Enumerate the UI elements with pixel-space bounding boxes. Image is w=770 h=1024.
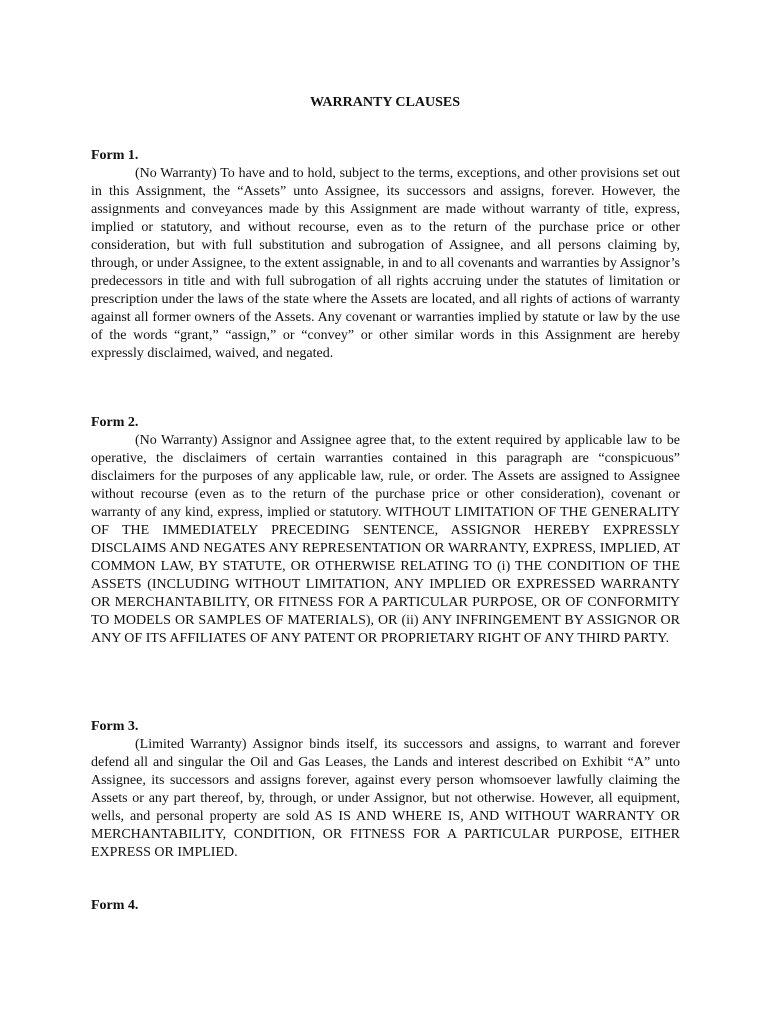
- form-1-clause-text: (No Warranty) To have and to hold, subject to the terms, exceptions, and other provisions set out in this Assignment, the “Assets” unto Assignee, its successors and assigns, forever. However, the assignments and conveyances made by this Assignment are made without warranty of title, express, implied or statutory, and without recourse, even as to the return of the purchase price or other consideration, but with full substitution and subrogation of Assignee, and all persons claiming by, through, or under Assignee, to the extent assignable, in and to all covenants and warranties by Assignor’s predecessors in title and with full subrogation of all rights accruing under the statutes of limitation or prescription under the laws of the state where the Assets are located, and all rights of actions of warranty against all former owners of the Assets. Any covenant or warranties implied by statute or law by the use of the words “grant,” “assign,” or “convey” or other similar words in this Assignment are hereby expressly disclaimed, waived, and negated.: [91, 166, 680, 361]
- form-2-clause-text: (No Warranty) Assignor and Assignee agree that, to the extent required by applicable law to be operative, the disclaimers of certain warranties contained in this paragraph are “conspicuous” disclaimers for the purposes of any applicable law, rule, or order. The Assets are assigned to Assignee without recourse (even as to the return of the purchase price or other consideration), covenant or warranty of any kind, express, implied or statutory. WITHOUT LIMITATION OF THE GENERALITY OF THE IMMEDIATELY PRECEDING SENTENCE, ASSIGNOR HEREBY EXPRESSLY DISCLAIMS AND NEGATES ANY REPRESENTATION OR WARRANTY, EXPRESS, IMPLIED, AT COMMON LAW, BY STATUTE, OR OTHERWISE RELATING TO (i) THE CONDITION OF THE ASSETS (INCLUDING WITHOUT LIMITATION, ANY IMPLIED OR EXPRESSED WARRANTY OR MERCHANTABILITY, OR FITNESS FOR A PARTICULAR PURPOSE, OR OF CONFORMITY TO MODELS OR SAMPLES OF MATERIALS), OR (ii) ANY INFRINGEMENT BY ASSIGNOR OR ANY OF ITS AFFILIATES OF ANY PATENT OR PROPRIETARY RIGHT OF ANY THIRD PARTY.: [91, 433, 680, 646]
- form-3-section: [91, 718, 680, 862]
- document-title: WARRANTY CLAUSES: [309, 95, 460, 110]
- form-2-heading: Form 2.: [91, 415, 139, 430]
- form-1-heading: Form 1.: [91, 148, 139, 163]
- form-1-section: [91, 147, 680, 363]
- form-4-section: [91, 897, 680, 915]
- form-4-heading: Form 4.: [91, 898, 139, 913]
- form-3-heading: Form 3.: [91, 719, 139, 734]
- form-3-clause-text: (Limited Warranty) Assignor binds itself, its successors and assigns, to warrant and forever defend all and singular the Oil and Gas Leases, the Lands and interest described on Exhibit “A” unto Assignee, its successors and assigns forever, against every person whomsoever lawfully claiming the Assets or any part thereof, by, through, or under Assignor, but not otherwise. However, all equipment, wells, and personal property are sold AS IS AND WHERE IS, AND WITHOUT WARRANTY OR MERCHANTABILITY, CONDITION, OR FITNESS FOR A PARTICULAR PURPOSE, EITHER EXPRESS OR IMPLIED.: [91, 737, 680, 860]
- form-2-section: [91, 414, 680, 648]
